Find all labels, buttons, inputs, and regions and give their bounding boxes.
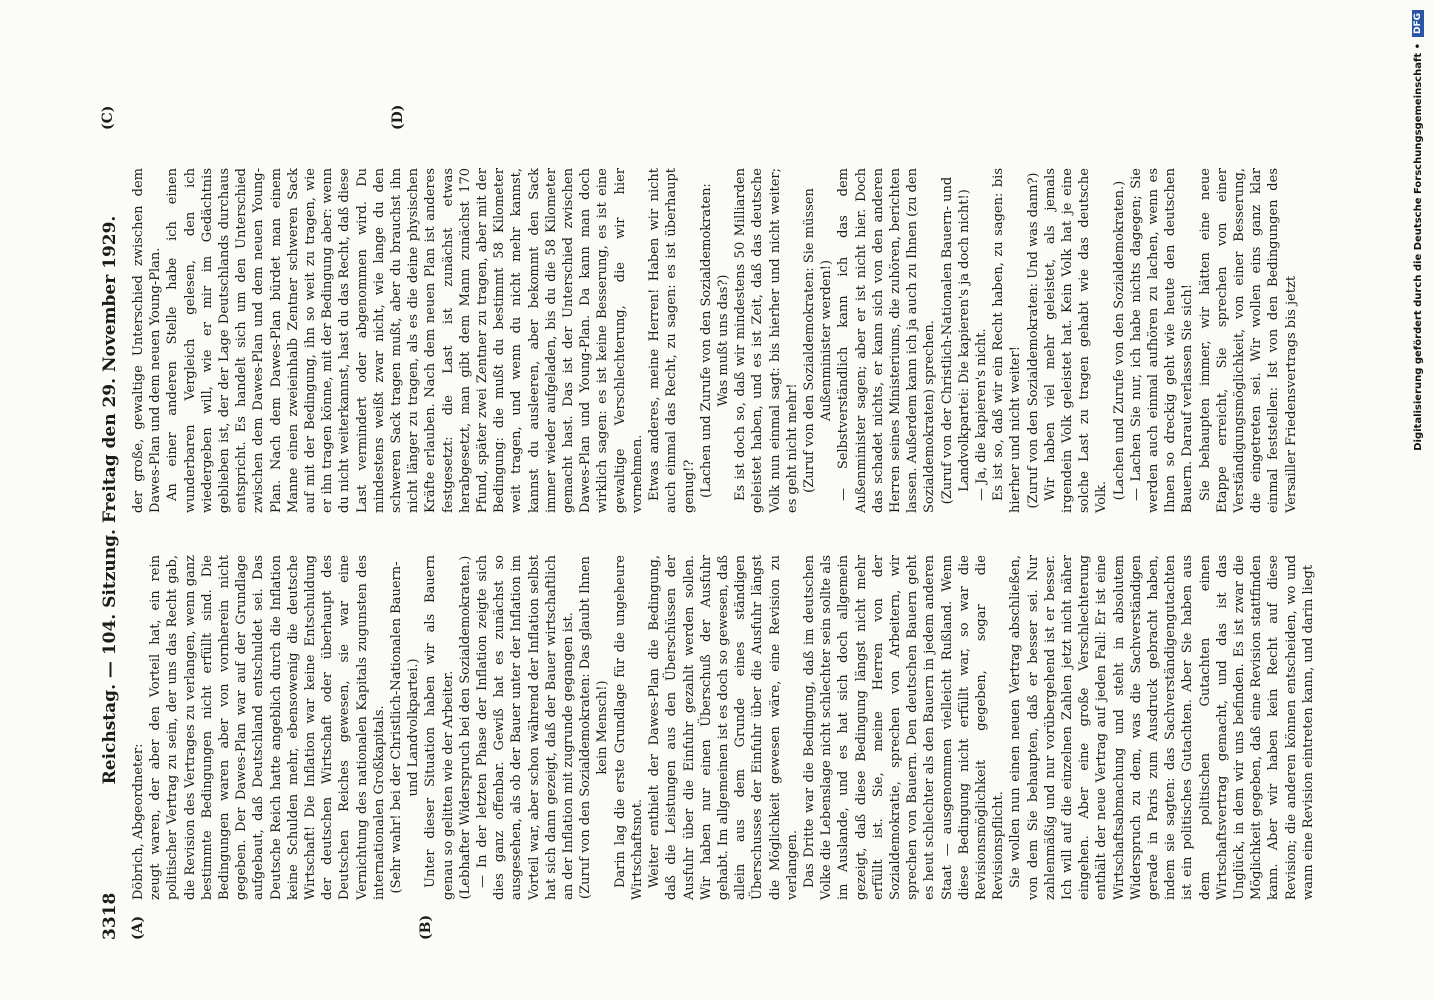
interjection: (Zuruf von den Sozialdemokraten: Sie müssen Außenminister werden!) xyxy=(801,188,835,493)
margin-mark-c: (C) xyxy=(100,105,116,130)
page-number: 3318 xyxy=(100,892,120,940)
paragraph: Weiter enthielt der Dawes-Plan die Bedingung, daß die Leistungen aus den Überschüssen der Ausfuhr über die Einfuhr gezahlt werden sollen. Wir haben nur einen Überschuß der Ausfuhr gehabt. Im allgemeinen ist es doch so gewesen, daß allein aus dem Grunde eines ständigen Überschusses der Einfuhr über die Ausfuhr längst die Möglichkeit gewesen wäre, eine Revision zu verlangen. xyxy=(647,555,800,900)
paragraph: An einer anderen Stelle habe ich einen wunderbaren Vergleich gelesen, den ich wiedergeben will, wie er mir im Gedächtnis geblieben ist, der der Lage Deutschlands durchaus entspricht. Es handelt sich um den Unterschied zwischen dem Dawes-Plan und dem neuen Young-Plan. Nach dem Dawes-Plan bürdet man einem Manne einen zweieinhalb Zentner schweren Sack auf mit der Bedingung, ihn so weit zu tragen, wie er ihn tragen könne, mit der Bedingung aber: wenn du nicht weiterkannst, hast du das Recht, daß diese Last vermindert oder abgenommen wird. Du mindestens weißt zwar nicht, wie lange du den schweren Sack tragen mußt, aber du brauchst ihn nicht länger zu tragen, als es die deine physischen Kräfte erlauben. Nach dem neuen Plan ist anderes festgesetzt: die Last ist zunächst etwas herabgesetzt, man gibt dem Mann zunächst 170 Pfund, später zwei Zentner zu tragen, aber mit der Bedingung: die mußt du bestimmt 58 Kilometer weit tragen, und wenn du nicht mehr kannst, kannst du ausleeren, aber bekommt den Sack immer wieder aufgeladen, bis du die 58 Kilometer gemacht hast. Das ist der Unterschied zwischen Dawes-Plan und Young-Plan. Da kann man doch wirklich sagen: es ist keine Besserung, es ist eine gewaltige Verschlechterung, die wir hier vornehmen. xyxy=(165,168,645,513)
interjection: (Lachen und Zurufe von den Sozialdemokraten: Was mußt uns das?) xyxy=(698,183,731,498)
interjection: (Zuruf von den Sozialdemokraten: Das glaubt Ihnen kein Mensch!) xyxy=(578,556,611,899)
margin-mark-a: (A) xyxy=(130,915,146,940)
interjection: (Lachen und Zurufe von den Sozialdemokraten.) xyxy=(1111,180,1127,501)
interjection: (Lebhafter Widerspruch bei den Sozialdemokraten.) xyxy=(457,555,473,900)
interjection: (Sehr wahr! bei der Christlich-Nationalen Bauern- und Landvolkpartei.) xyxy=(389,561,422,894)
running-title: Reichstag. — 104. Sitzung. Freitag den 29. November 1929. xyxy=(100,215,120,785)
paragraph: Unter dieser Situation haben wir als Bauern genau so gelitten wie der Arbeiter. xyxy=(423,555,456,900)
left-text-column xyxy=(130,555,1317,900)
rotated-page-content xyxy=(100,100,1316,940)
paragraph: Sie wollen nun einen neuen Vertrag abschließen, von dem Sie behaupten, daß er besser sei. Nur zahlenmäßig und nur vorübergehend ist er besser. Ich will auf die einzelnen Zahlen jetzt nicht näher eingehen. Aber eine große Verschlechterung enthält der neue Vertrag auf jeden Fall: Er ist eine Wirtschaftsabmachung und steht in absolutem Widerspruch zu dem, was die Sachverständigen gerade in Paris zum Ausdruck gebracht haben, indem sie sagten: das Sachverständigengutachten ist ein politisches Gutachten. Aber Sie haben aus dem politischen Gutachten einen Wirtschaftsvertrag gemacht, und das ist das Unglück, in dem wir uns befinden. Es ist zwar die Möglichkeit gegeben, daß eine Revision stattfinden kann. Aber wir haben kein Recht auf diese Revision; die anderen können entscheiden, wo und wann eine Revision eintreten kann, und darin liegt xyxy=(1008,555,1316,900)
paragraph: Darin lag die erste Grundlage für die ungeheure Wirtschaftsnot. xyxy=(612,555,645,900)
paragraph: — Lachen Sie nur, ich habe nichts dagegen; Sie werden auch einmal aufhören zu lachen, wenn es Ihnen so dreckig geht wie heute den deutschen Bauern. Darauf verlassen Sie sich! xyxy=(1128,168,1196,513)
paragraph: Sie behaupten immer, wir hätten eine neue Etappe erreicht, Sie sprechen von einer Verständigungsmöglichkeit, von einer Besserung, die eingetreten sei. Wir wollen eins ganz klar einmal feststellen: Ist von den Bedingungen des Versailler Friedensvertrags bis jetzt xyxy=(1197,168,1299,513)
paragraph: — Ja, die kapieren's nicht. xyxy=(973,328,989,501)
paragraph: — In der letzten Phase der Inflation zeigte sich dies ganz offenbar. Gewiß hat es zunächst so ausgesehen, als ob der Bauer unter der Inflation im Vorteil war, aber schon während der Inflation selbst hat sich dann gezeigt, daß der Bauer wirtschaftlich an der Inflation mit zugrunde gegangen ist. xyxy=(475,555,577,900)
paragraph: Es ist so, daß wir ein Recht haben, zu sagen: bis hierher und nicht weiter! xyxy=(991,168,1024,513)
interjection: (Zuruf von den Sozialdemokraten: Und was dann?) xyxy=(1025,172,1041,509)
paragraph: zeugt waren, der aber den Vorteil hat, ein rein politischer Vertrag zu sein, der uns das Recht gab, die Revision des Vertrages zu verlangen, wenn ganz bestimmte Bedingungen nicht erfüllt sind. Die Bedingungen waren aber von vornherein nicht gegeben. Der Dawes-Plan war auf der Grundlage aufgebaut, daß Deutschland entschuldet sei. Das Deutsche Reich hatte angeblich durch die Inflation keine Schulden mehr, ebensowenig die deutsche Wirtschaft! Die Inflation war keine Entschuldung der deutschen Wirtschaft oder überhaupt des Deutschen Reiches gewesen, sie war eine Vernichtung des nationalen Kapitals zugunsten des internationalen Großkapitals. xyxy=(148,555,387,900)
paragraph: — Selbstverständlich kann ich das dem Außenminister sagen; aber er ist nicht hier. Doch das schadet nichts, er kann sich von den anderen Herren seines Ministeriums, die zuhören, berichten lassen. Außerdem kann ich ja auch zu Ihnen (zu den Sozialdemokraten) sprechen. xyxy=(836,168,938,513)
speaker-line: Döbrich, Abgeordneter: xyxy=(131,743,146,900)
paragraph: Etwas anderes, meine Herren! Haben wir nicht auch einmal das Recht, zu sagen: es ist überhaupt genug!? xyxy=(647,168,697,513)
stamp-text: Digitalisierung gefördert durch die Deutsche Forschungsgemeinschaft • xyxy=(1412,43,1424,451)
digitization-stamp xyxy=(1405,10,1431,990)
page-header xyxy=(100,100,126,940)
paragraph: Es ist doch so, daß wir mindestens 50 Milliarden geleistet haben, und es ist Zeit, daß das deutsche Volk nun einmal sagt: bis hierher und nicht weiter; es geht nicht mehr! xyxy=(733,168,800,513)
margin-mark-b: (B) xyxy=(418,914,434,940)
paragraph: Wir haben viel mehr geleistet, als jemals irgendein Volk geleistet hat. Kein Volk hat je eine solche Last zu tragen gehabt wie das deutsche Volk. xyxy=(1042,168,1110,513)
interjection: (Zuruf von der Christlich-Nationalen Bauern- und Landvolkpartei: Die kapieren's ja doch nicht!) xyxy=(939,176,972,505)
dfg-logo: DFG xyxy=(1412,10,1424,37)
right-text-column xyxy=(130,168,1300,513)
paragraph: Das Dritte war die Bedingung, daß im deutschen Volke die Lebenslage nicht schlechter sein sollte als im Auslande, und es hat sich doch allgemein gezeigt, daß diese Bedingung längst nicht mehr erfüllt ist. Sie, meine Herren von der Sozialdemokratie, sprechen von Arbeitern, wir sprechen von Bauern. Den deutschen Bauern geht es heut schlechter als den Bauern in jedem anderen Staat — ausgenommen vielleicht Rußland. Wenn diese Bedingung nicht erfüllt war, so war die Revisionsmöglichkeit gegeben, sogar die Revisionspflicht. xyxy=(801,555,1007,900)
margin-mark-d: (D) xyxy=(390,104,406,130)
paragraph: der große, gewaltige Unterschied zwischen dem Dawes-Plan und dem neuen Young-Plan. xyxy=(131,168,164,513)
